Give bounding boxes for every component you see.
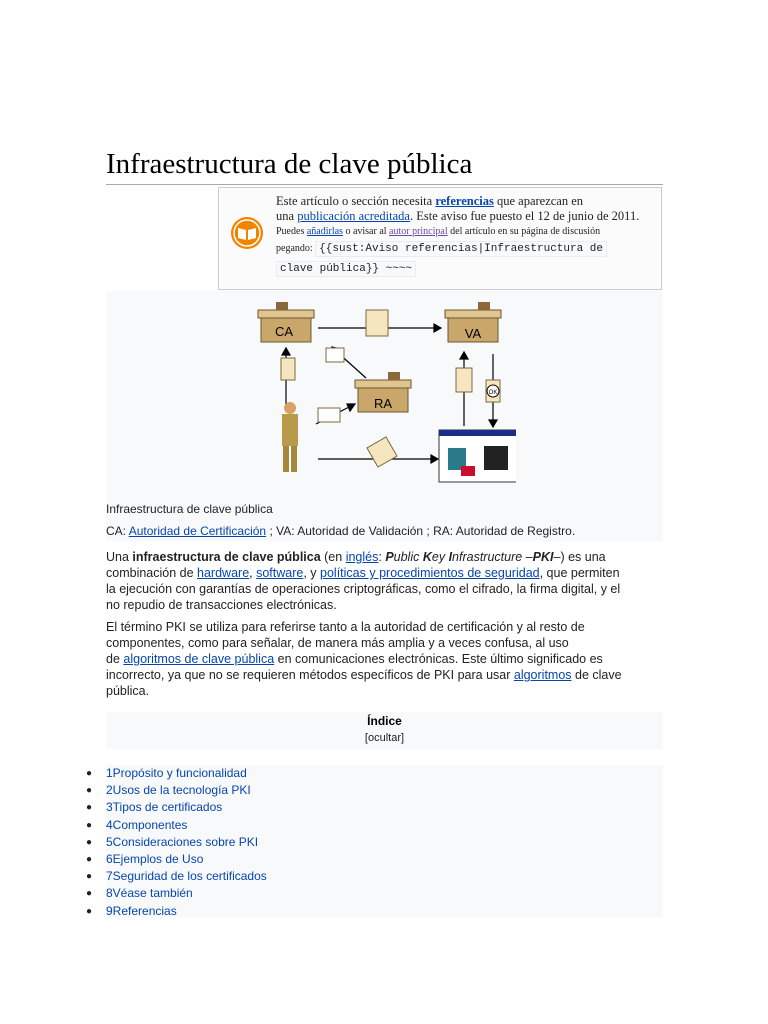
code-template-2: clave pública}} ~~~~ xyxy=(276,261,416,277)
link-referencias[interactable]: referencias xyxy=(435,194,494,208)
references-notice xyxy=(218,187,662,290)
va-label: VA xyxy=(464,326,482,341)
notice-text: Este artículo o sección necesita referencias que aparezcan en una publicación acreditada. Este aviso fue puesto el 12 de junio de 2011. Puedes añadirlas o avisar al autor principal del artículo en su página de discusión pegando: {{sust:Aviso referencias|Infraestructura de clave pública}} ~~~~ xyxy=(276,194,640,275)
merchant-window-icon xyxy=(439,430,516,482)
paragraph-term: El término PKI se utiliza para referirse tanto a la autoridad de certificación y al resto de componentes, como para señalar, de manera más amplia y a veces confusa, al uso de algoritmos de clave pública en comunicaciones electrónicas. Este último significado es incorrecto, ya que no se requieren métodos específicos de PKI para usar algoritmos de clave pública. xyxy=(106,620,622,698)
page-title: Infraestructura de clave pública xyxy=(106,147,663,185)
link-software[interactable]: software xyxy=(256,566,304,580)
toc-item[interactable]: ● 4Componentes xyxy=(86,817,188,832)
toc-item[interactable]: ● 2Usos de la tecnología PKI xyxy=(86,783,251,798)
link-ingles[interactable]: inglés xyxy=(345,550,379,564)
book-icon xyxy=(230,216,264,250)
code-template-1: {{sust:Aviso referencias|Infraestructura de xyxy=(315,241,607,257)
toc-item[interactable]: ● 8Véase también xyxy=(86,886,193,901)
figure-caption-legend: CA: Autoridad de Certificación ; VA: Autoridad de Validación ; RA: Autoridad de Registro. xyxy=(106,524,576,538)
ra-label: RA xyxy=(373,396,393,411)
toc-list xyxy=(86,765,663,918)
toc-item[interactable]: ● 5Consideraciones sobre PKI xyxy=(86,834,259,849)
link-algoritmos[interactable]: algoritmos xyxy=(513,668,572,682)
link-hardware[interactable]: hardware xyxy=(197,566,250,580)
link-politicas[interactable]: políticas y procedimientos de seguridad xyxy=(320,566,540,580)
toc-header xyxy=(106,712,663,749)
figure-caption-title: Infraestructura de clave pública xyxy=(106,502,273,516)
toc-item[interactable]: ● 9Referencias xyxy=(86,903,177,918)
toc-title: Índice xyxy=(367,714,402,728)
link-algoritmos-clave-publica[interactable]: algoritmos de clave pública xyxy=(123,652,275,666)
toc-item[interactable]: ● 7Seguridad de los certificados xyxy=(86,869,267,884)
ok-label: OK xyxy=(488,390,498,396)
toc-hide-toggle[interactable]: [ocultar] xyxy=(364,732,405,744)
paragraph-intro: Una infraestructura de clave pública (en inglés: Public Key Infrastructure –PKI–) es una combinación de hardware, software, y políticas y procedimientos de seguridad, que permiten la ejecución con garantías de operaciones criptográficas, como el cifrado, la firma digital, y el no repudio de transacciones electrónicas. xyxy=(106,550,621,612)
toc-item[interactable]: ● 3Tipos de certificados xyxy=(86,800,223,815)
toc-item[interactable]: ● 1Propósito y funcionalidad xyxy=(86,766,247,780)
user-person-icon xyxy=(282,402,298,472)
toc-item[interactable]: ● 6Ejemplos de Uso xyxy=(86,851,204,866)
link-autor-principal[interactable]: autor principal xyxy=(389,226,448,237)
pki-diagram xyxy=(256,296,516,486)
link-autoridad-certificacion[interactable]: Autoridad de Certificación xyxy=(128,524,267,538)
link-publicacion-acreditada[interactable]: publicación acreditada xyxy=(297,209,410,223)
ca-label: CA xyxy=(274,324,294,339)
link-anadirlas[interactable]: añadirlas xyxy=(306,226,343,237)
